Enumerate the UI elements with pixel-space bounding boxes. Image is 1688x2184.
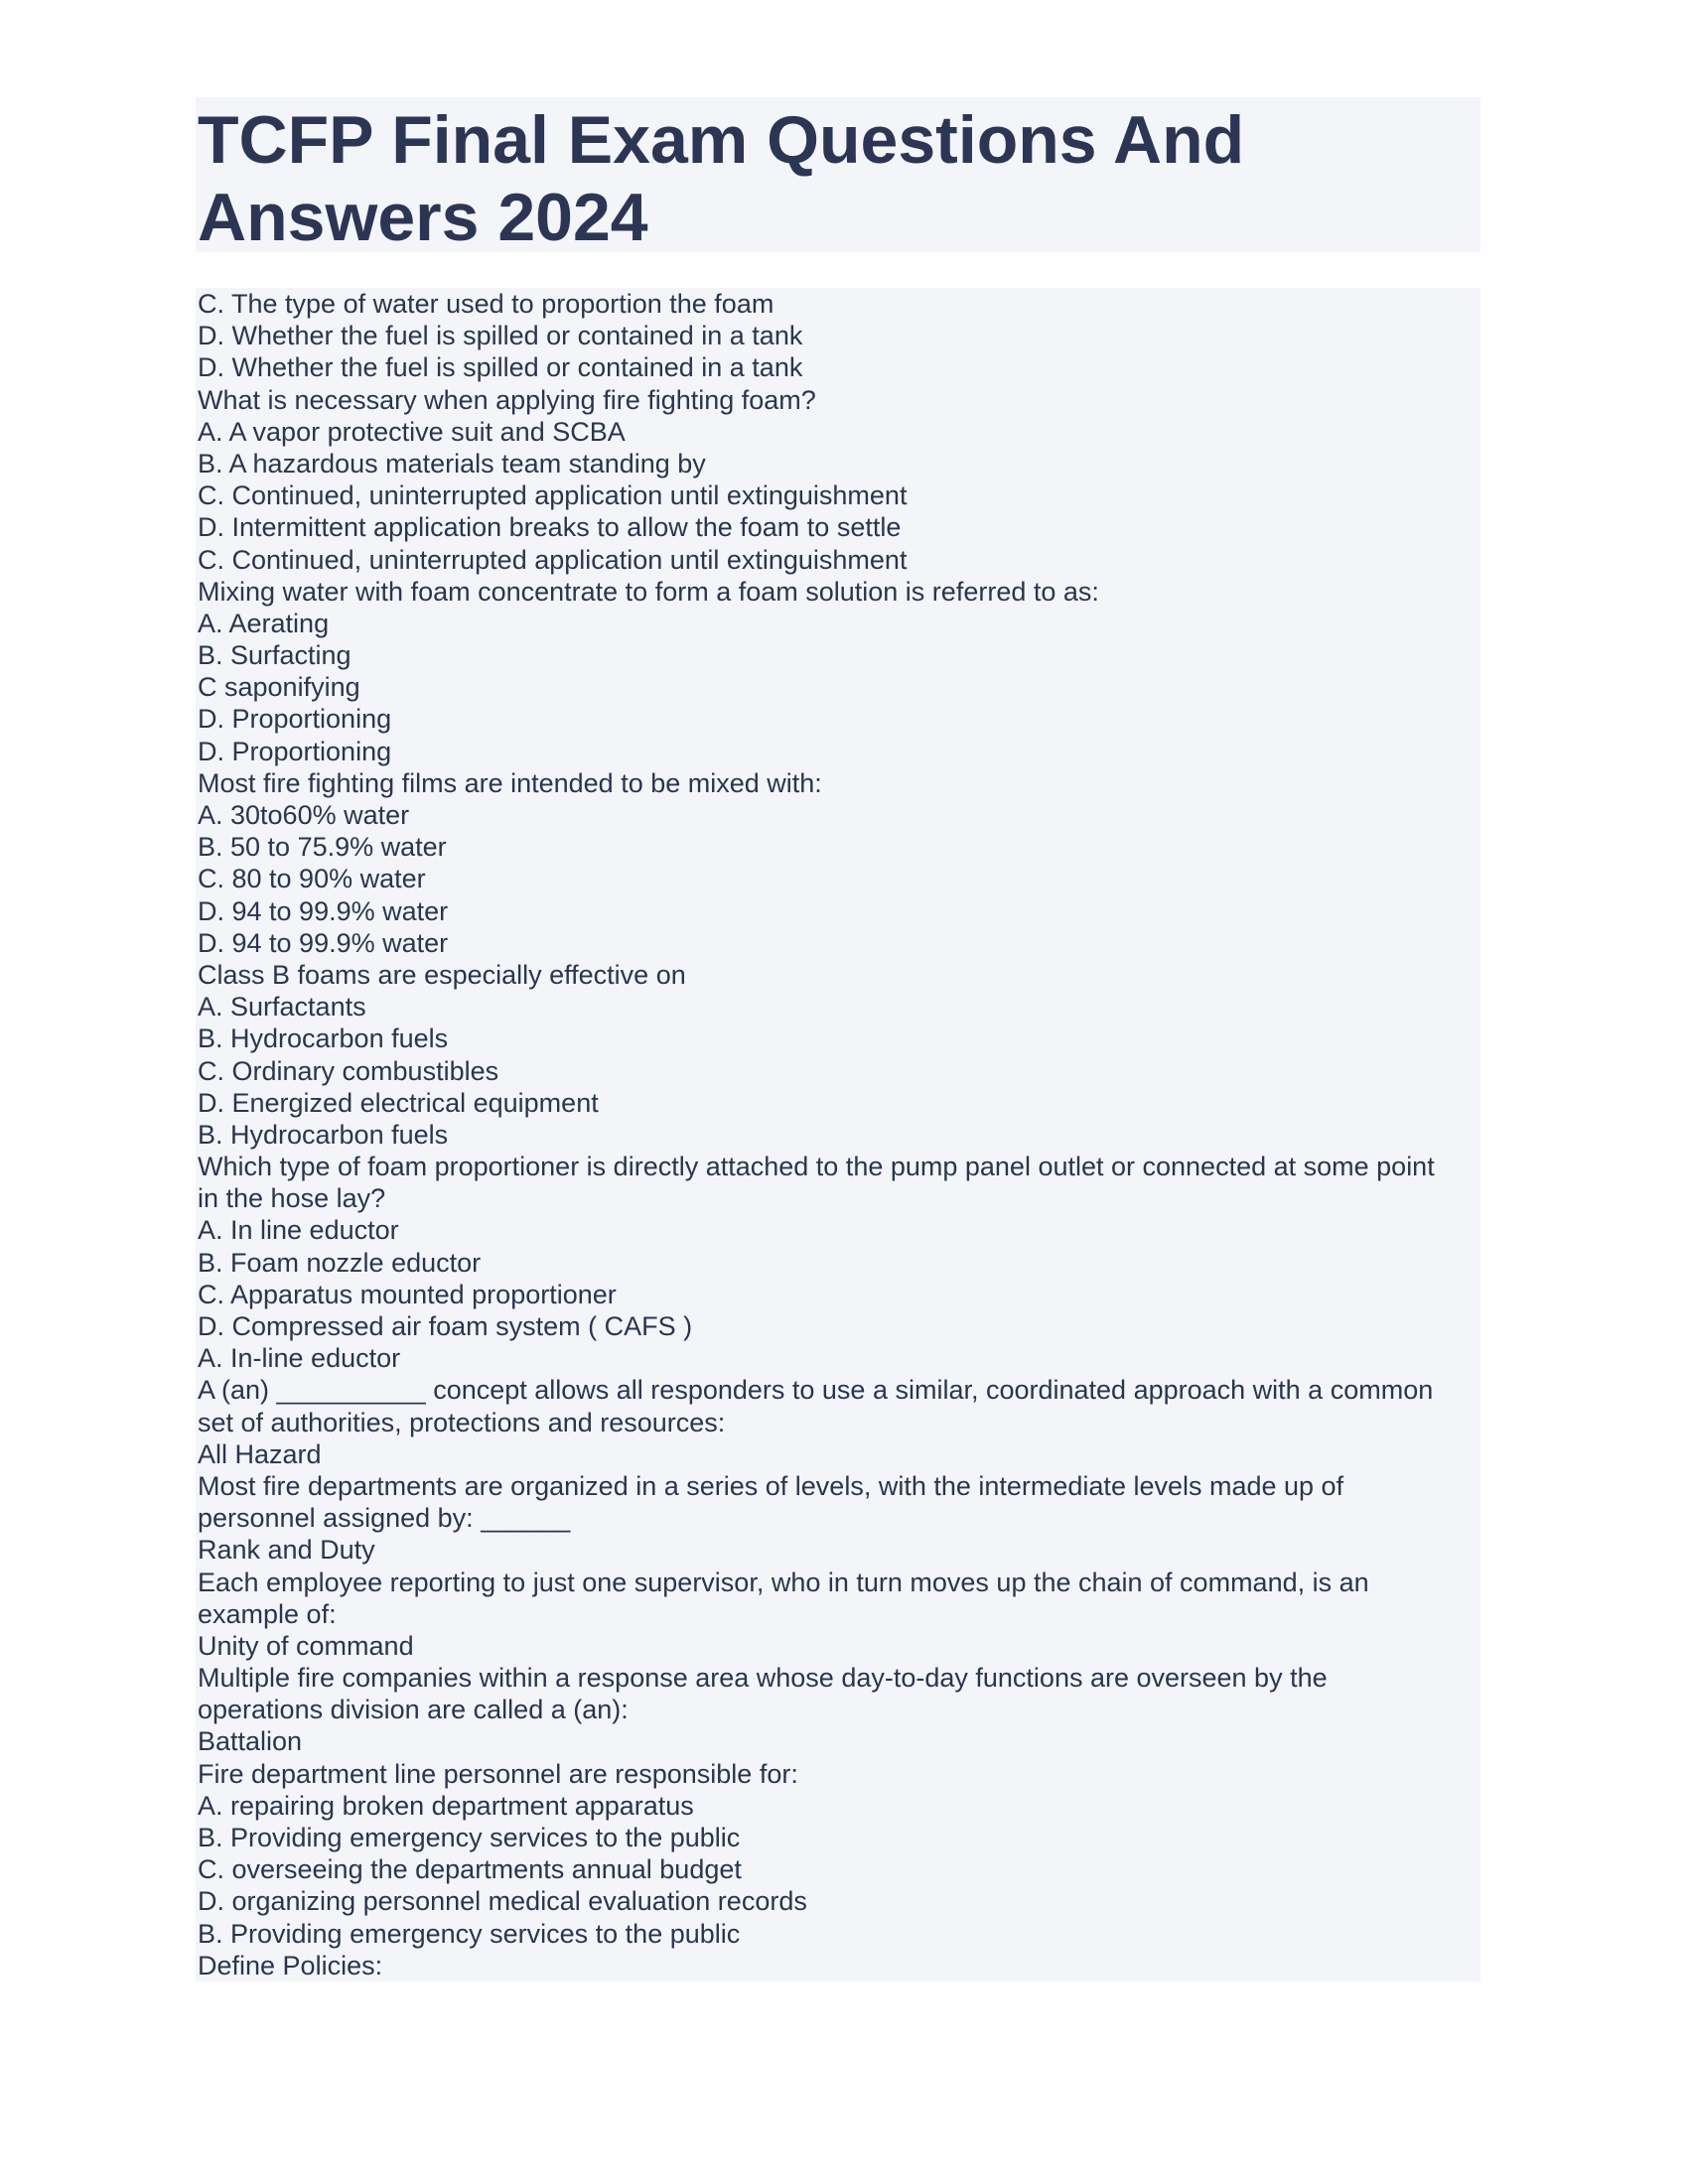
text-line: Fire department line personnel are responsible for: [198, 1758, 798, 1789]
text-line: in the hose lay? [198, 1183, 386, 1214]
text-line: A. Aerating [198, 608, 330, 638]
text-line: A. Surfactants [198, 992, 366, 1023]
text-line: D. Compressed air foam system ( CAFS ) [198, 1311, 693, 1341]
text-line: D. Whether the fuel is spilled or contained in a tank [198, 321, 803, 351]
text-line: D. Intermittent application breaks to allow the foam to settle [198, 512, 902, 543]
text-line: Unity of command [198, 1630, 414, 1661]
document-title: TCFP Final Exam Questions And Answers 2024 [198, 102, 1245, 255]
text-line: B. Providing emergency services to the public [198, 1918, 741, 1949]
text-line: Each employee reporting to just one supervisor, who in turn moves up the chain of command, is an [198, 1567, 1369, 1597]
text-line: B. Foam nozzle eductor [198, 1247, 482, 1278]
text-line: D. Whether the fuel is spilled or contained in a tank [198, 352, 803, 383]
text-line: A. repairing broken department apparatus [198, 1790, 694, 1821]
text-line: B. 50 to 75.9% water [198, 832, 447, 863]
text-line: personnel assigned by: ______ [198, 1503, 571, 1534]
text-line: C. Ordinary combustibles [198, 1055, 499, 1086]
text-line: C. Apparatus mounted proportioner [198, 1279, 617, 1309]
text-line: B. Surfacting [198, 640, 352, 671]
text-line: C. overseeing the departments annual budget [198, 1854, 742, 1885]
text-line: B. A hazardous materials team standing by [198, 448, 706, 478]
text-line: C saponifying [198, 672, 360, 703]
text-line: C. Continued, uninterrupted application until extinguishment [198, 544, 908, 575]
text-line: set of authorities, protections and resources: [198, 1407, 726, 1437]
title-block [196, 97, 1480, 255]
text-line: D. 94 to 99.9% water [198, 895, 449, 926]
text-line: operations division are called a (an): [198, 1695, 629, 1725]
text-line: Mixing water with foam concentrate to form a foam solution is referred to as: [198, 576, 1099, 607]
text-line: What is necessary when applying fire fighting foam? [198, 384, 816, 415]
text-line: B. Hydrocarbon fuels [198, 1024, 449, 1054]
text-line: C. Continued, uninterrupted application until extinguishment [198, 480, 908, 511]
text-line: C. 80 to 90% water [198, 864, 426, 894]
text-line: D. Proportioning [198, 736, 392, 766]
text-line: A. In line eductor [198, 1215, 399, 1246]
text-line: Multiple fire companies within a response area whose day-to-day functions are overseen by the [198, 1663, 1328, 1694]
text-line: D. organizing personnel medical evaluation records [198, 1886, 807, 1917]
text-line: A. 30to60% water [198, 800, 410, 830]
text-line: A. In-line eductor [198, 1343, 401, 1374]
text-line: Class B foams are especially effective on [198, 959, 686, 990]
text-line: Which type of foam proportioner is directly attached to the pump panel outlet or connected at some point [198, 1152, 1435, 1182]
text-line: B. Hydrocarbon fuels [198, 1119, 449, 1150]
text-line: A. A vapor protective suit and SCBA [198, 416, 626, 447]
text-line: D. Energized electrical equipment [198, 1087, 599, 1118]
text-line: D. Proportioning [198, 704, 392, 735]
content-block [196, 288, 1480, 1981]
text-line: example of: [198, 1598, 337, 1629]
text-line: C. The type of water used to proportion the foam [198, 289, 774, 319]
text-line: D. 94 to 99.9% water [198, 927, 449, 958]
text-line: Define Policies: [198, 1950, 383, 1980]
text-line: Most fire departments are organized in a series of levels, with the intermediate levels made up of [198, 1470, 1344, 1501]
text-line: Most fire fighting films are intended to be mixed with: [198, 767, 822, 798]
text-line: A (an) __________ concept allows all responders to use a similar, coordinated approach with a common [198, 1375, 1434, 1406]
text-line: Rank and Duty [198, 1535, 375, 1566]
text-line: All Hazard [198, 1438, 322, 1469]
text-line: Battalion [198, 1726, 303, 1757]
text-line: B. Providing emergency services to the public [198, 1823, 741, 1852]
